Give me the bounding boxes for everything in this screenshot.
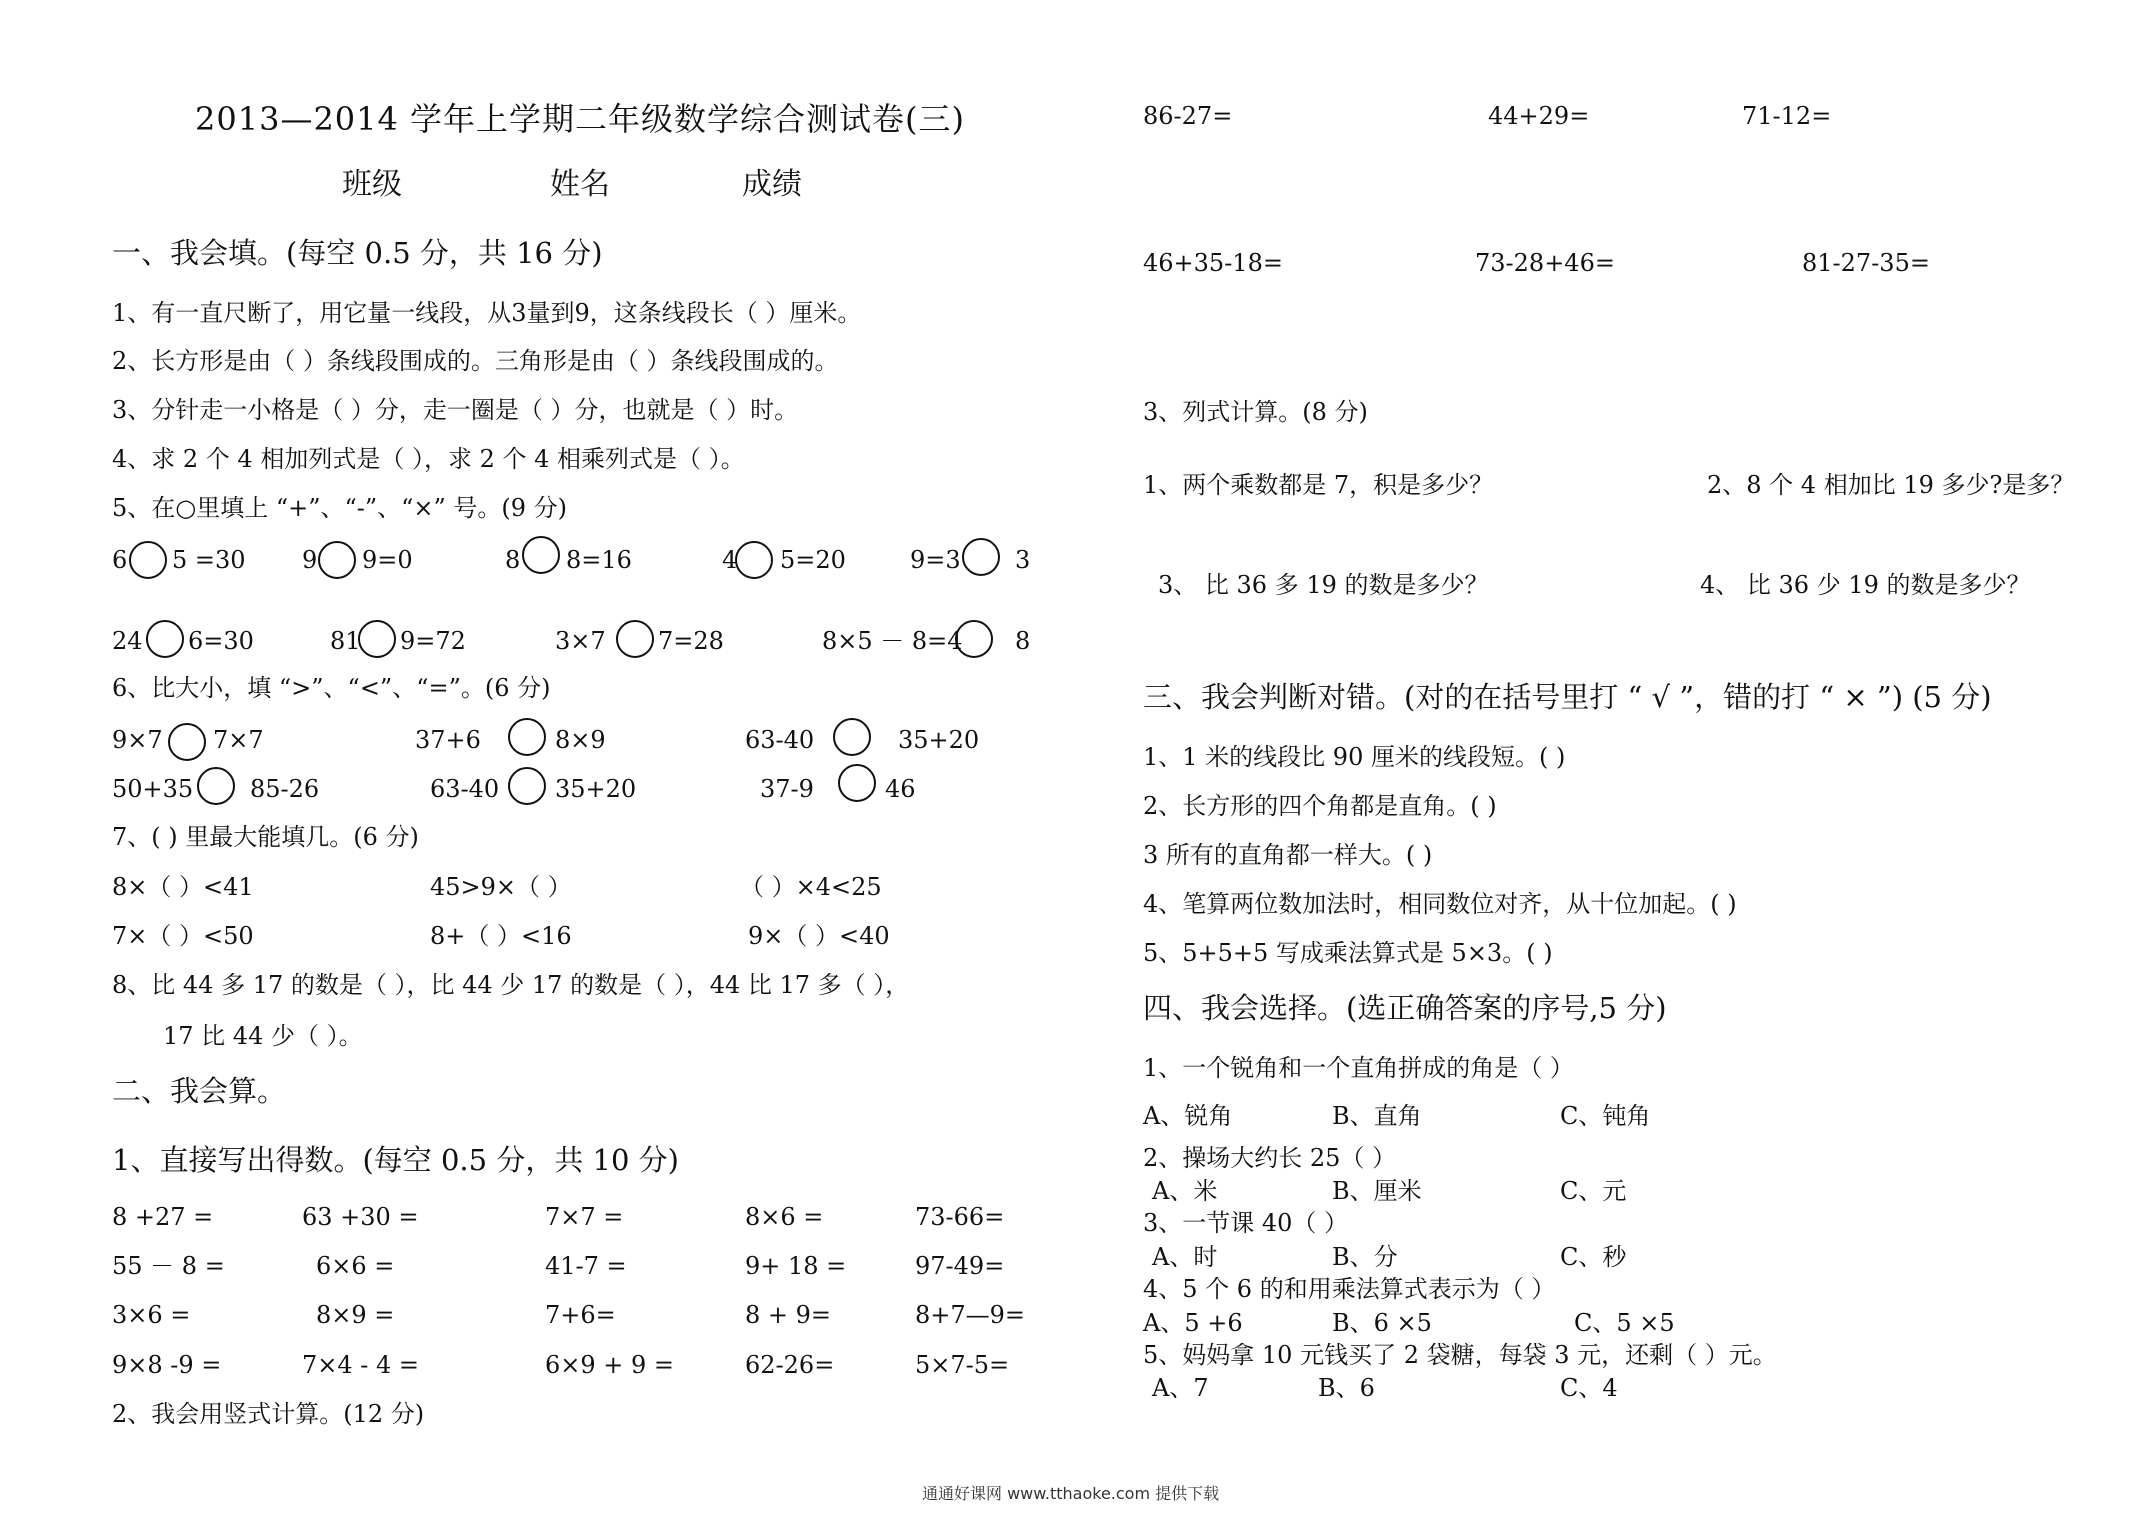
q5-text: 9 — [302, 546, 318, 574]
q6-text: 7×7 — [213, 726, 264, 754]
q7-text: 8×（ ）<41 — [112, 873, 254, 901]
choice-question: 1、一个锐角和一个直角拼成的角是（ ） — [1143, 1054, 1574, 1082]
score-label: 成绩 — [742, 167, 802, 202]
answer-circle[interactable] — [962, 538, 1000, 576]
q5-text: 6 — [112, 546, 128, 574]
choice-option: A、锐角 — [1143, 1102, 1233, 1130]
answer-circle[interactable] — [358, 620, 396, 658]
vertical-calc-item: 71-12= — [1742, 102, 1832, 130]
q6-text: 35+20 — [555, 775, 637, 803]
q5-text: 9=72 — [400, 627, 466, 655]
choice-question: 4、5 个 6 的和用乘法算式表示为（ ） — [1143, 1275, 1556, 1303]
question-1-5: 5、在○里填上 “+”、“-”、“×” 号。(9 分) — [112, 494, 568, 522]
name-label: 姓名 — [550, 167, 610, 202]
choice-question: 3、一节课 40（ ） — [1143, 1209, 1349, 1237]
question-1-4: 4、求 2 个 4 相加列式是（ ），求 2 个 4 相乘列式是（ ）。 — [112, 445, 745, 473]
q5-text: 24 — [112, 627, 143, 655]
choice-option: A、7 — [1152, 1374, 1209, 1402]
vertical-calc-item: 86-27= — [1143, 102, 1233, 130]
section-2-sub1: 1、直接写出得数。(每空 0.5 分，共 10 分) — [112, 1143, 679, 1177]
calc-item: 97-49= — [915, 1252, 1005, 1280]
answer-circle[interactable] — [522, 536, 560, 574]
calc-item: 3×6 = — [112, 1301, 191, 1329]
judge-item: 1、1 米的线段比 90 厘米的线段短。( ) — [1143, 743, 1566, 771]
question-1-8: 8、比 44 多 17 的数是（ ），比 44 少 17 的数是（ ），44 比 17 多（ ）， — [112, 971, 910, 999]
judge-item: 5、5+5+5 写成乘法算式是 5×3。( ) — [1143, 939, 1553, 967]
calc-item: 6×6 = — [316, 1252, 395, 1280]
q6-text: 9×7 — [112, 726, 163, 754]
choice-option: B、直角 — [1332, 1102, 1422, 1130]
vertical-calc-item: 44+29= — [1488, 102, 1590, 130]
q5-text: 9=3 — [910, 546, 961, 574]
q5-text: 3 — [1015, 546, 1031, 574]
question-1-2: 2、长方形是由（ ）条线段围成的。三角形是由（ ）条线段围成的。 — [112, 347, 839, 375]
q5-text: 4 — [722, 546, 738, 574]
choice-option: A、米 — [1152, 1177, 1218, 1205]
judge-item: 3 所有的直角都一样大。( ) — [1143, 841, 1433, 869]
choice-option: C、4 — [1560, 1374, 1618, 1402]
answer-circle[interactable] — [616, 620, 654, 658]
choice-question: 2、操场大约长 25（ ） — [1143, 1144, 1397, 1172]
q5-text: 9=0 — [362, 546, 413, 574]
q6-text: 46 — [885, 775, 916, 803]
question-1-6: 6、比大小，填 “>”、“<”、“=”。(6 分) — [112, 674, 551, 702]
calc-item: 9×8 -9 = — [112, 1351, 222, 1379]
calc-item: 5×7-5= — [915, 1351, 1010, 1379]
answer-circle[interactable] — [955, 620, 993, 658]
footer-watermark: 通通好课网 www.tthaoke.com 提供下载 — [922, 1484, 1220, 1503]
calc-item: 8 +27 = — [112, 1203, 214, 1231]
choice-option: B、6 ×5 — [1332, 1309, 1432, 1337]
answer-circle[interactable] — [129, 541, 167, 579]
calc-item: 7+6= — [545, 1301, 616, 1329]
section-2-sub2: 2、我会用竖式计算。(12 分) — [112, 1400, 425, 1428]
question-1-3: 3、分针走一小格是（ ）分，走一圈是（ ）分，也就是（ ）时。 — [112, 396, 799, 424]
answer-circle[interactable] — [735, 541, 773, 579]
q5-text: 5=20 — [780, 546, 846, 574]
q5-text: 6=30 — [188, 627, 254, 655]
q5-text: 7=28 — [658, 627, 724, 655]
choice-option: A、时 — [1152, 1243, 1218, 1271]
calc-item: 62-26= — [745, 1351, 835, 1379]
calc-item: 7×4 - 4 = — [302, 1351, 420, 1379]
answer-circle[interactable] — [508, 767, 546, 805]
calc-item: 6×9 + 9 = — [545, 1351, 675, 1379]
q6-text: 37+6 — [415, 726, 481, 754]
answer-circle[interactable] — [838, 764, 876, 802]
q6-text: 85-26 — [250, 775, 320, 803]
choice-option: C、秒 — [1560, 1243, 1627, 1271]
answer-circle[interactable] — [146, 620, 184, 658]
judge-item: 2、长方形的四个角都是直角。( ) — [1143, 792, 1497, 820]
word-problem: 4、 比 36 少 19 的数是多少？ — [1700, 571, 2031, 599]
calc-item: 41-7 = — [545, 1252, 627, 1280]
choice-question: 5、妈妈拿 10 元钱买了 2 袋糖，每袋 3 元，还剩（ ）元。 — [1143, 1341, 1777, 1369]
calc-item: 7×7 = — [545, 1203, 624, 1231]
section-3-heading: 三、我会判断对错。(对的在括号里打 “ √ ”，错的打 “ × ”) (5 分) — [1143, 680, 1992, 714]
calc-item: 55 － 8 = — [112, 1252, 225, 1280]
answer-circle[interactable] — [168, 723, 206, 761]
section-1-heading: 一、我会填。(每空 0.5 分，共 16 分) — [112, 236, 603, 270]
judge-item: 4、笔算两位数加法时，相同数位对齐，从十位加起。( ) — [1143, 890, 1737, 918]
choice-option: A、5 +6 — [1143, 1309, 1243, 1337]
q5-text: 8=16 — [566, 546, 632, 574]
q7-text: （ ）×4<25 — [740, 873, 882, 901]
choice-option: B、分 — [1332, 1243, 1398, 1271]
vertical-calc-item: 81-27-35= — [1802, 249, 1930, 277]
question-1-1: 1、有一直尺断了，用它量一线段，从3量到9，这条线段长（ ）厘米。 — [112, 299, 862, 327]
class-label: 班级 — [342, 167, 402, 202]
choice-option: C、钝角 — [1560, 1102, 1651, 1130]
q6-text: 63-40 — [430, 775, 500, 803]
vertical-calc-item: 46+35-18= — [1143, 249, 1283, 277]
question-1-7: 7、( ) 里最大能填几。(6 分) — [112, 823, 419, 851]
answer-circle[interactable] — [318, 541, 356, 579]
calc-item: 8×6 = — [745, 1203, 824, 1231]
q5-text: 8 — [1015, 627, 1031, 655]
question-1-8-cont: 17 比 44 少（ ）。 — [163, 1022, 363, 1050]
calc-item: 63 +30 = — [302, 1203, 419, 1231]
vertical-calc-item: 73-28+46= — [1475, 249, 1615, 277]
section-2-heading: 二、我会算。 — [112, 1074, 287, 1108]
q5-text: 8 — [505, 546, 521, 574]
calc-item: 73-66= — [915, 1203, 1005, 1231]
choice-option: B、厘米 — [1332, 1177, 1422, 1205]
q6-text: 35+20 — [898, 726, 980, 754]
word-problem: 3、 比 36 多 19 的数是多少？ — [1158, 571, 1489, 599]
q5-text: 3×7 — [555, 627, 606, 655]
q7-text: 45>9×（ ） — [430, 873, 572, 901]
q5-text: 5 =30 — [172, 546, 246, 574]
choice-option: B、6 — [1318, 1374, 1375, 1402]
word-problem: 2、8 个 4 相加比 19 多少?是多？ — [1707, 471, 2075, 499]
q7-text: 8+（ ）<16 — [430, 922, 572, 950]
answer-circle[interactable] — [508, 718, 546, 756]
word-problem: 1、两个乘数都是 7，积是多少？ — [1143, 471, 1494, 499]
q7-text: 7×（ ）<50 — [112, 922, 254, 950]
q5-text: 8×5 － 8=4 — [822, 627, 963, 655]
q7-text: 9×（ ）<40 — [748, 922, 890, 950]
page-title: 2013—2014 学年上学期二年级数学综合测试卷(三) — [195, 100, 966, 138]
calc-item: 8+7—9= — [915, 1301, 1026, 1329]
q6-text: 50+35 — [112, 775, 194, 803]
q5-text: 81 — [330, 627, 361, 655]
section-2-sub3: 3、列式计算。(8 分) — [1143, 398, 1368, 426]
choice-option: C、5 ×5 — [1574, 1309, 1675, 1337]
q6-text: 8×9 — [555, 726, 606, 754]
section-4-heading: 四、我会选择。(选正确答案的序号,5 分) — [1143, 991, 1667, 1025]
q6-text: 37-9 — [760, 775, 814, 803]
calc-item: 9+ 18 = — [745, 1252, 847, 1280]
calc-item: 8×9 = — [316, 1301, 395, 1329]
answer-circle[interactable] — [197, 767, 235, 805]
q6-text: 63-40 — [745, 726, 815, 754]
choice-option: C、元 — [1560, 1177, 1627, 1205]
calc-item: 8 + 9= — [745, 1301, 832, 1329]
answer-circle[interactable] — [833, 718, 871, 756]
